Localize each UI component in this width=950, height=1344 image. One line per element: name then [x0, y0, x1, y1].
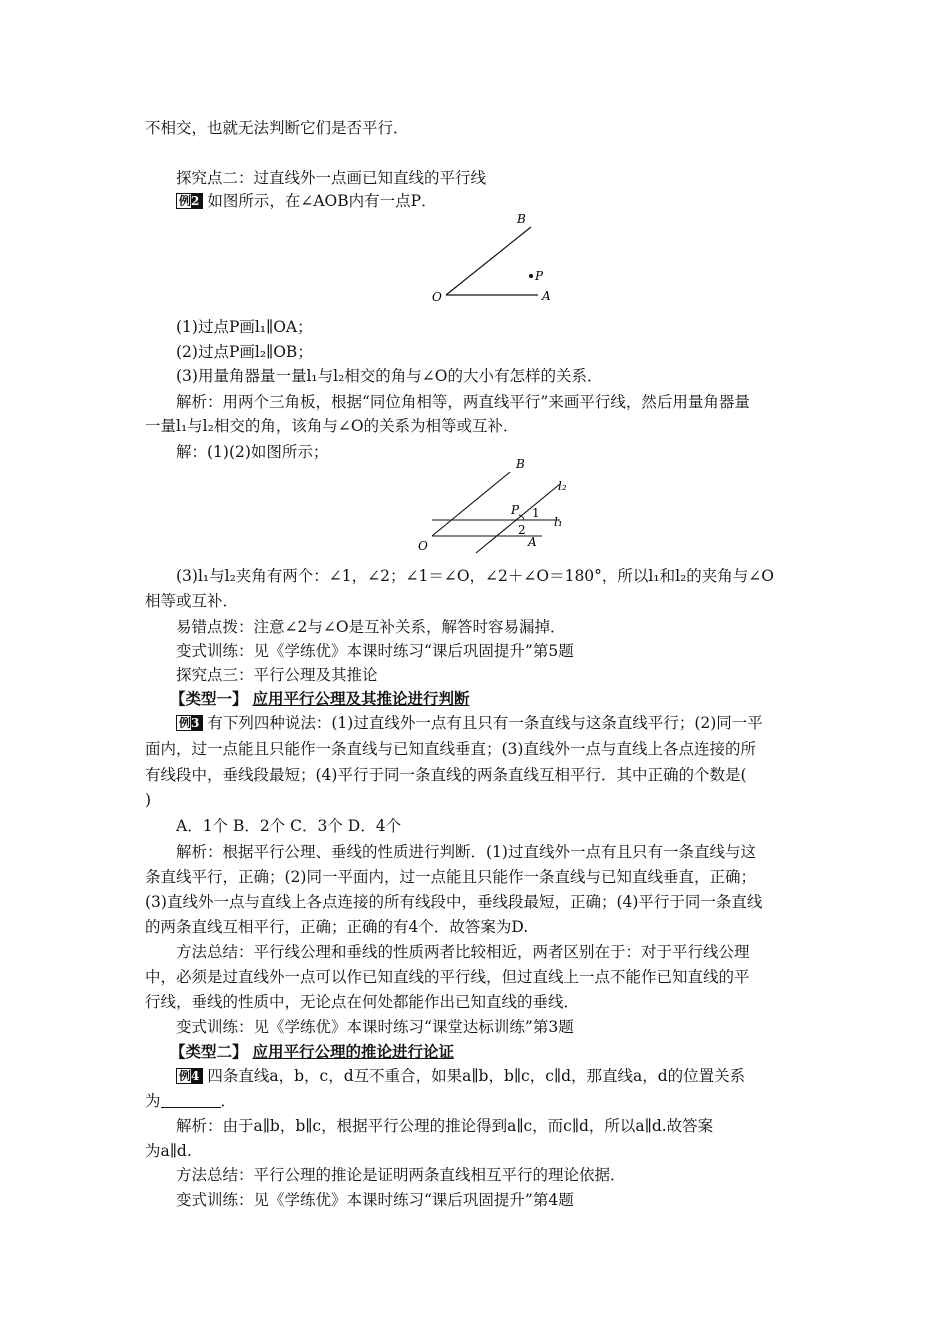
analysis: 解析：根据平行公理、垂线的性质进行判断．(1)过直线外一点有且只有一条直线与这 — [176, 843, 756, 861]
label-l1: l₁ — [554, 515, 563, 529]
example-3-cont: 有线段中，垂线段最短；(4)平行于同一条直线的两条直线互相平行．其中正确的个数是( — [145, 766, 747, 784]
type-label: 【类型一】 — [170, 689, 248, 708]
label-angle-2: 2 — [518, 523, 526, 537]
example-text: 有下列四种说法：(1)过直线外一点有且只有一条直线与这条直线平行；(2)同一平 — [207, 714, 763, 732]
solution: 解：(1)(2)如图所示； — [176, 443, 329, 461]
answer-suffix: ． — [220, 1092, 237, 1110]
analysis: 解析：由于a∥b，b∥c，根据平行公理的推论得到a∥c，而c∥d，所以a∥d.故答案 — [176, 1117, 714, 1135]
example-3-cont: 面内，过一点能且只能作一条直线与已知直线垂直；(3)直线外一点与直线上各点连接的所 — [145, 740, 756, 758]
badge-label: 例 — [179, 1069, 192, 1083]
method-summary-cont: 中，必须是过直线外一点可以作已知直线的平行线，但过直线上一点不能作已知直线的平 — [145, 968, 750, 986]
ray-ob — [446, 227, 531, 295]
method-summary-cont: 行线，垂线的性质中，无论点在何处都能作出已知直线的垂线． — [145, 993, 580, 1011]
question-1: (1)过点P画l₁∥OA； — [176, 318, 313, 336]
badge-number: 4 — [191, 1069, 200, 1083]
analysis-cont: 条直线平行，正确；(2)同一平面内，过一点能且只能作一条直线与已知直线垂直，正确； — [145, 868, 756, 886]
analysis-cont: (3)直线外一点与直线上各点连接的所有线段中，垂线段最短，正确；(4)平行于同一条直线 — [145, 893, 763, 911]
label-p: P — [511, 503, 520, 517]
variant-training: 变式训练：见《学练优》本课时练习“课堂达标训练”第3题 — [176, 1018, 574, 1036]
badge-number: 3 — [191, 716, 200, 730]
variant-training: 变式训练：见《学练优》本课时练习“课后巩固提升”第5题 — [176, 642, 574, 660]
label-o: O — [432, 290, 442, 304]
answer-3-cont: 相等或互补． — [145, 592, 239, 610]
section-heading: 探究点三：平行公理及其推论 — [176, 666, 378, 684]
analysis: 解析：用两个三角板，根据“同位角相等，两直线平行”来画平行线，然后用量角器量 — [176, 393, 750, 411]
type-title: 应用平行公理的推论进行论证 — [252, 1042, 454, 1061]
analysis-cont: 一量l₁与l₂相交的角，该角与∠O的关系为相等或互补． — [145, 417, 519, 435]
type-title: 应用平行公理及其推论进行判断 — [252, 689, 470, 708]
point-p — [529, 274, 533, 278]
example-text: 如图所示，在∠AOB内有一点P． — [207, 192, 437, 210]
label-p: P — [535, 269, 544, 283]
label-o: O — [418, 539, 428, 553]
figure-parallel-lines — [410, 458, 580, 558]
label-a: A — [528, 535, 537, 549]
type-heading — [170, 687, 835, 711]
analysis-cont: 为a∥d. — [145, 1142, 192, 1160]
type-label: 【类型二】 — [170, 1042, 248, 1061]
figure-angle-aob — [420, 205, 570, 305]
choices: A．1个 B．2个 C．3个 D．4个 — [176, 817, 402, 835]
example-badge — [176, 193, 203, 209]
example-4-cont — [145, 1089, 810, 1113]
analysis-cont: 的两条直线互相平行，正确；正确的有4个．故答案为D. — [145, 918, 529, 936]
badge-label: 例 — [179, 194, 192, 208]
question-2: (2)过点P画l₂∥OB； — [176, 343, 313, 361]
variant-training: 变式训练：见《学练优》本课时练习“课后巩固提升”第4题 — [176, 1191, 574, 1209]
example-3-cont: ) — [145, 791, 152, 809]
text-line: 不相交，也就无法判断它们是否平行． — [145, 119, 409, 137]
mistake-note: 易错点拨：注意∠2与∠O是互补关系，解答时容易漏掉． — [176, 618, 566, 636]
badge-label: 例 — [179, 716, 192, 730]
badge-number: 2 — [191, 194, 200, 208]
example-badge — [176, 1068, 203, 1084]
example-text: 四条直线a，b，c，d互不重合，如果a∥b，b∥c，c∥d，那直线a，d的位置关系 — [207, 1067, 746, 1085]
type-heading — [170, 1040, 835, 1064]
label-l2: l₂ — [558, 479, 567, 493]
line-l2 — [476, 484, 560, 553]
ray-ob — [432, 472, 510, 536]
label-a: A — [542, 289, 551, 303]
answer-3: (3)l₁与l₂夹角有两个：∠1，∠2；∠1＝∠O，∠2＋∠O＝180°，所以l₁和l₂的夹角与∠O — [176, 567, 774, 585]
example-3-prompt — [176, 711, 841, 735]
label-angle-1: 1 — [532, 506, 540, 520]
example-4-prompt — [176, 1064, 841, 1088]
answer-blank — [161, 1093, 221, 1108]
label-b: B — [516, 458, 525, 471]
example-badge — [176, 715, 203, 731]
answer-prefix: 为 — [145, 1092, 161, 1110]
method-summary: 方法总结：平行线公理和垂线的性质两者比较相近，两者区别在于：对于平行线公理 — [176, 943, 750, 961]
label-b: B — [517, 212, 526, 226]
question-3: (3)用量角器量一量l₁与l₂相交的角与∠O的大小有怎样的关系． — [176, 367, 603, 385]
method-summary: 方法总结：平行公理的推论是证明两条直线相互平行的理论依据． — [176, 1166, 626, 1184]
section-heading: 探究点二：过直线外一点画已知直线的平行线 — [176, 169, 487, 187]
